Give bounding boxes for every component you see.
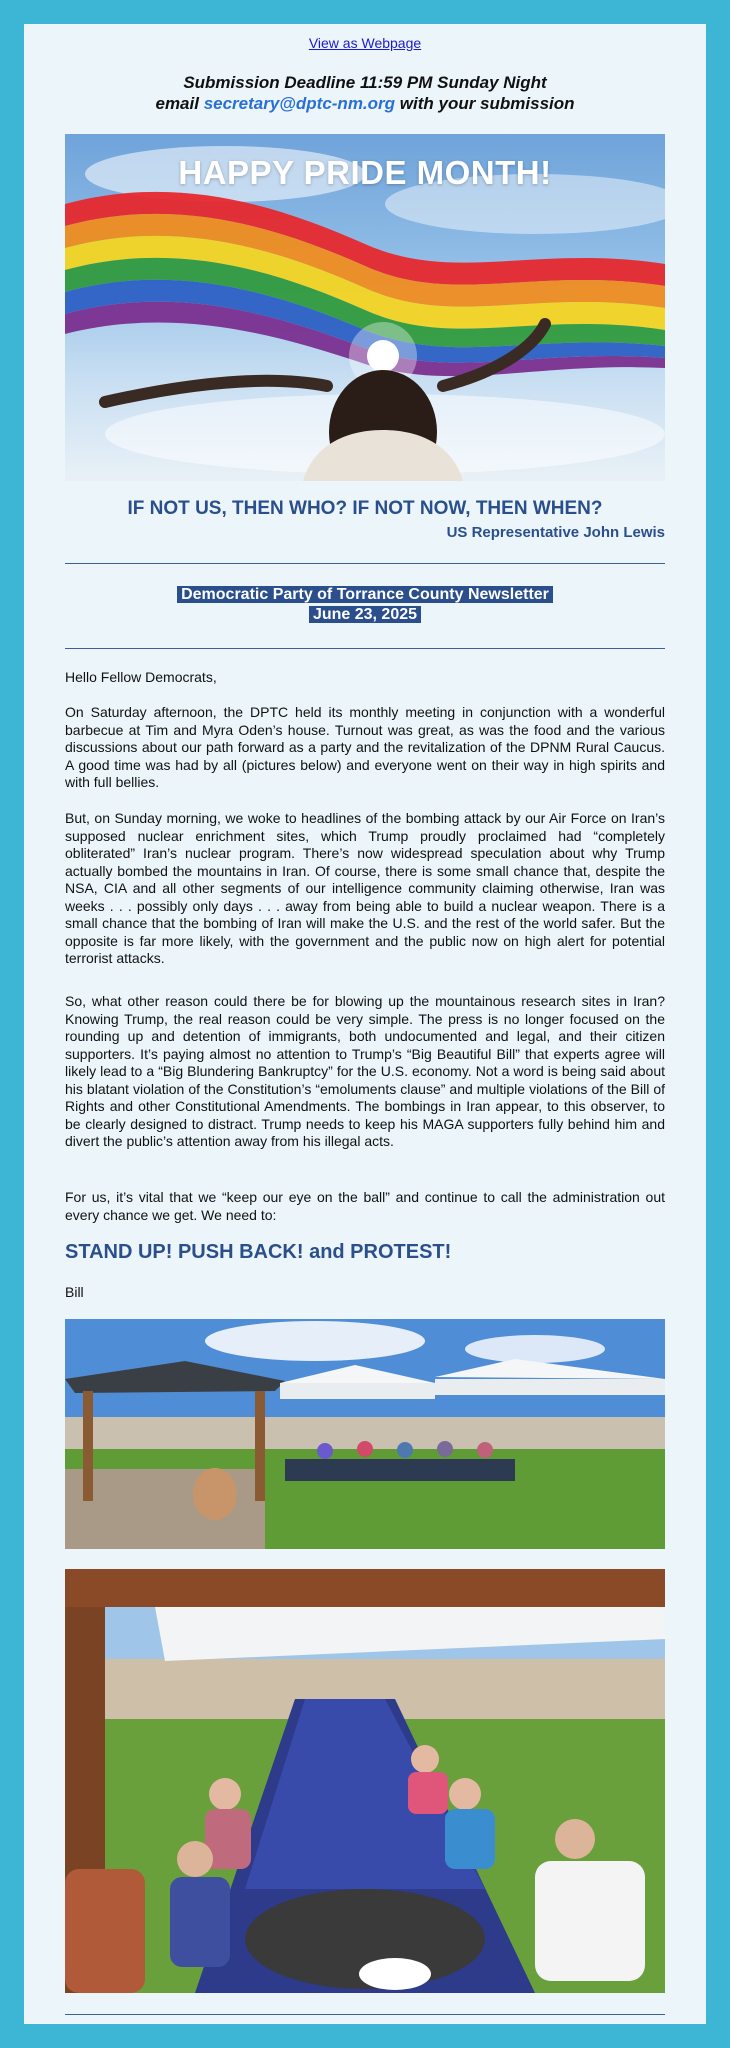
barbecue-photo-table: [65, 1569, 665, 1993]
greeting: Hello Fellow Democrats,: [65, 669, 217, 685]
divider: [65, 648, 665, 649]
dinner-table-illustration: [65, 1569, 665, 1993]
view-as-webpage-link[interactable]: View as Webpage: [308, 35, 422, 51]
paragraph-iran-bombing: But, on Sunday morning, we woke to headlines of the bombing attack by our Air Force on Iran’s supposed nuclear enrichment sites, which Trump proudly proclaimed had “completely obliterated” Iran’s nuclear program. There’s now widespread speculation about why Trump actually bombed the mountains in Iran. Of course, there is some small chance that, despite the NSA, CIA and all other segments of our intelligence community claiming otherwise, Iran was weeks . . . possibly only days . . . away from being able to build a nuclear weapon. There is a small chance that the bombing of Iran will make the U.S. and the rest of the world safer. But the opposite is far more likely, with the government and the public now on high alert for potential terrorist attacks.: [65, 810, 665, 966]
quote-text: IF NOT US, THEN WHO? IF NOT NOW, THEN WHEN?: [127, 498, 603, 519]
divider: [65, 2014, 665, 2015]
email-suffix: with your submission: [395, 94, 575, 113]
pride-banner-title: HAPPY PRIDE MONTH!: [178, 154, 552, 191]
paragraph-barbecue: On Saturday afternoon, the DPTC held its monthly meeting in conjunction with a wonderful barbecue at Tim and Myra Oden’s house. Turnout was great, as was the food and the various discussions about our path forward as a party and the revitalization of the DPNM Rural Caucus. A good time was had by all (pictures below) and everyone went on their way in high spirits and with full bellies.: [65, 704, 665, 790]
quote-attribution: US Representative John Lewis: [446, 524, 665, 541]
pride-banner-image: [65, 134, 665, 481]
call-to-action: STAND UP! PUSH BACK! and PROTEST!: [65, 1241, 452, 1263]
divider: [65, 563, 665, 564]
signature: Bill: [65, 1284, 84, 1300]
barbecue-yard-illustration: [65, 1319, 665, 1549]
newsletter-date: June 23, 2025: [309, 606, 421, 623]
submission-deadline: [24, 72, 706, 114]
newsletter-card: [24, 24, 706, 2024]
newsletter-title-block: [24, 585, 706, 625]
deadline-text: Submission Deadline 11:59 PM Sunday Night: [183, 73, 547, 92]
email-line: [24, 93, 706, 114]
newsletter-title: Democratic Party of Torrance County Newsletter: [177, 586, 553, 603]
paragraph-call-out: For us, it’s vital that we “keep our eye on the ball” and continue to call the administration out every chance we get. We need to:: [65, 1189, 665, 1223]
barbecue-photo-wide: [65, 1319, 665, 1549]
email-prefix: email: [155, 94, 204, 113]
secretary-email-link[interactable]: secretary@dptc-nm.org: [203, 94, 396, 113]
paragraph-distraction: So, what other reason could there be for blowing up the mountainous research sites in Iran? Knowing Trump, the real reason could be very simple. The press is no longer focused on the rounding up and detention of immigrants, both undocumented and legal, and their citizen supporters. It’s paying almost no attention to Trump’s “Big Beautiful Bill” that experts agree will likely lead to a “Big Blundering Bankruptcy” for the U.S. economy. Not a word is being said about his blatant violation of the Constitution’s “emoluments clause” and multiple violations of the Bill of Rights and other Constitutional Amendments. The bombings in Iran appear, to this observer, to be clearly designed to distract. Trump needs to keep his MAGA supporters fully behind him and divert the public’s attention away from his illegal acts.: [65, 993, 665, 1149]
